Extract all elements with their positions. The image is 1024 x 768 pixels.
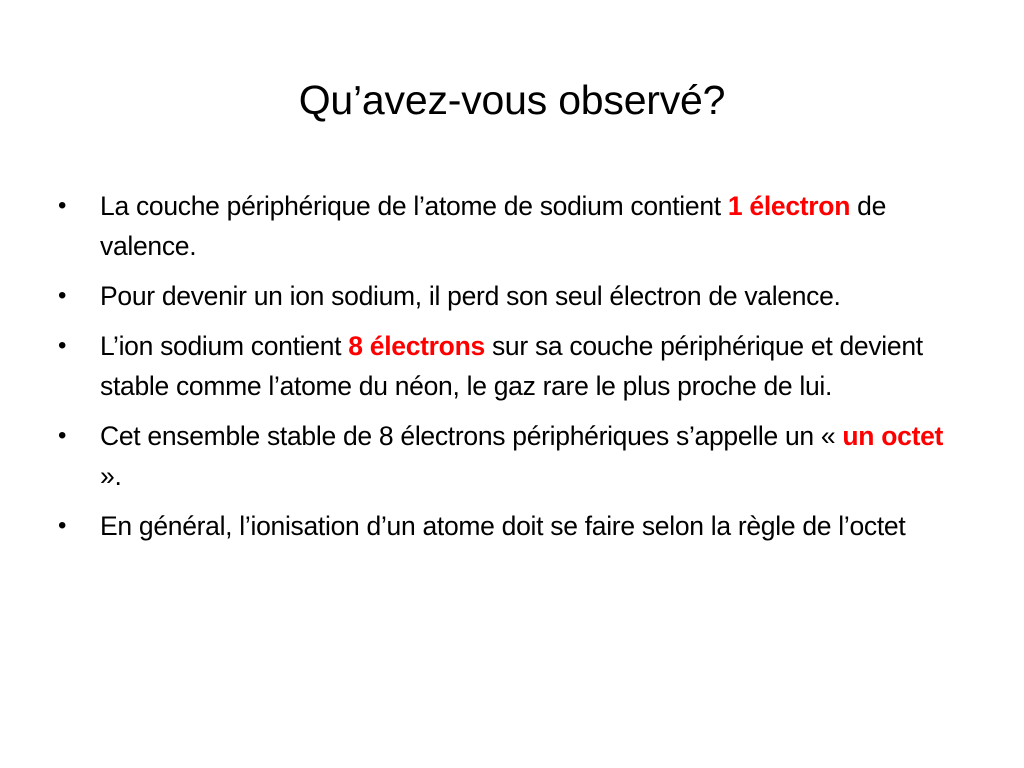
bullet-text: En général, l’ionisation d’un atome doit se faire selon la règle de l’octet bbox=[100, 511, 906, 541]
bullet-item-sodium-valence bbox=[58, 186, 958, 266]
bullet-dot-icon: • bbox=[58, 512, 67, 539]
bullet-item-octet-rule bbox=[58, 506, 958, 546]
bullet-text: Pour devenir un ion sodium, il perd son seul électron de valence. bbox=[100, 281, 841, 311]
bullet-dot-icon: • bbox=[58, 332, 67, 359]
bullet-dot-icon: • bbox=[58, 192, 67, 219]
bullet-item-eight-electrons bbox=[58, 326, 958, 406]
highlight-text: 1 électron bbox=[727, 191, 851, 221]
bullet-dot-icon: • bbox=[58, 282, 67, 309]
bullet-text: de valence. bbox=[100, 191, 887, 261]
bullet-list bbox=[58, 186, 958, 556]
highlight-text: un octet bbox=[842, 421, 944, 451]
bullet-text: L’ion sodium contient bbox=[100, 331, 349, 361]
highlight-text: 8 électrons bbox=[348, 331, 485, 361]
bullet-dot-icon: • bbox=[58, 422, 67, 449]
bullet-item-octet bbox=[58, 416, 958, 496]
bullet-text: ». bbox=[100, 461, 122, 491]
bullet-text: Cet ensemble stable de 8 électrons périphériques s’appelle un « bbox=[100, 421, 843, 451]
bullet-text: sur sa couche périphérique et devient stable comme l’atome du néon, le gaz rare le plus proche de lui. bbox=[100, 331, 923, 401]
slide-title: Qu’avez-vous observé? bbox=[298, 77, 726, 123]
bullet-item-lose-electron bbox=[58, 276, 958, 316]
bullet-text: La couche périphérique de l’atome de sodium contient bbox=[100, 191, 728, 221]
